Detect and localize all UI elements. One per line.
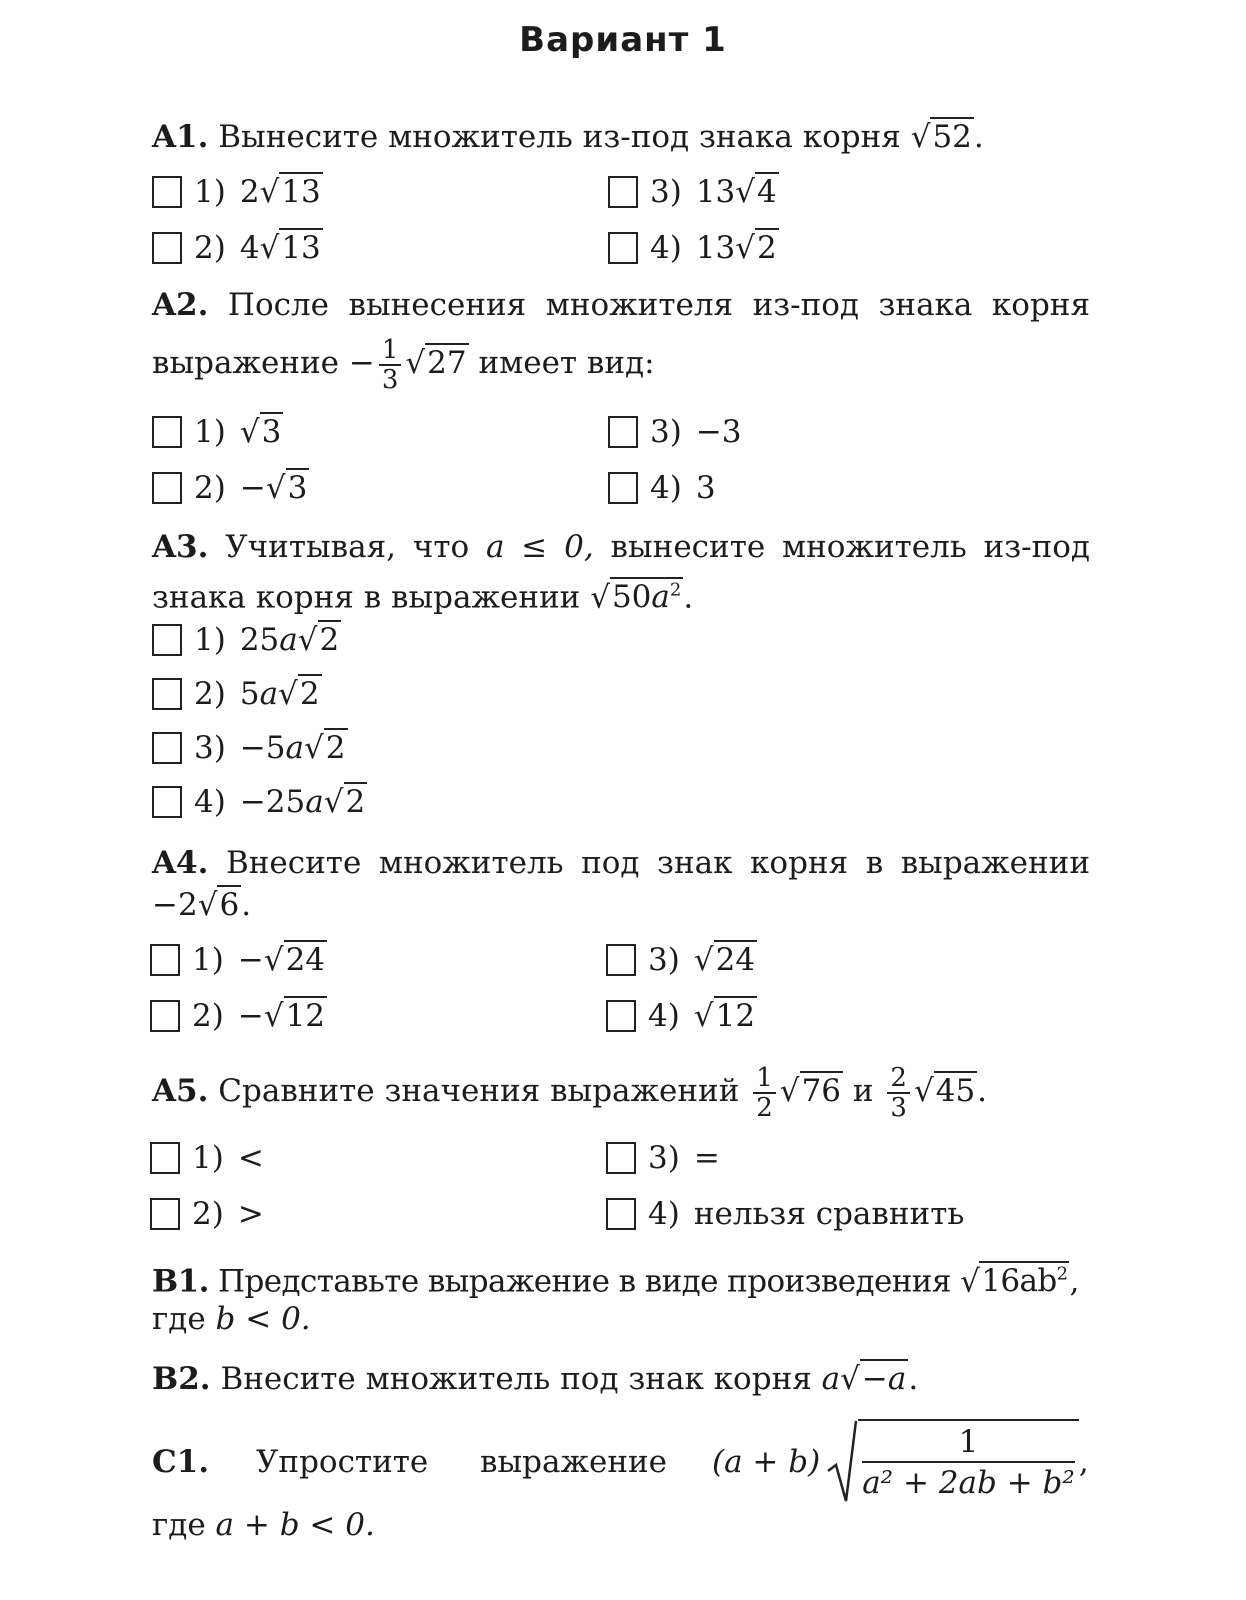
checkbox[interactable] — [152, 416, 182, 448]
answer-option[interactable]: 2) > — [150, 1194, 264, 1234]
answer-option[interactable]: 3) −3 — [608, 412, 742, 452]
question-number: B1. — [152, 1263, 209, 1300]
question-number: A1. — [152, 119, 209, 155]
radical-sign — [826, 1419, 858, 1505]
answer-option[interactable]: 3) −5 a √2 — [152, 728, 348, 768]
answer-option[interactable]: 4) √12 — [606, 996, 757, 1036]
answer-option[interactable]: 1) 25 a √2 — [152, 620, 341, 660]
question-c1-line2: где a + b < 0. — [152, 1507, 375, 1543]
question-number: A2. — [152, 287, 209, 323]
question-a4 — [152, 842, 1090, 884]
answer-option[interactable]: 2) 5 a √2 — [152, 674, 322, 714]
question-a3-line2: знака корня в выражении $√50a^2$. — [152, 579, 694, 616]
checkbox[interactable] — [152, 624, 182, 656]
question-number: B2. — [152, 1361, 211, 1397]
answer-option[interactable]: 4) −25 a √2 — [152, 782, 367, 822]
answer-option[interactable]: 4) 13 √2 — [608, 228, 779, 268]
checkbox[interactable] — [150, 944, 180, 976]
question-number: A3. — [152, 529, 209, 565]
question-a3: A3. Учитывая, что a ≤ 0, вынесите множитель из-под — [152, 529, 1091, 565]
sqrt-expression: 1 a² + 2ab + b² — [826, 1419, 1079, 1505]
answer-option[interactable]: 1) 2 √13 — [152, 172, 323, 212]
question-text: Внесите множитель под знак корня в выражении — [225, 845, 1090, 881]
answer-option[interactable]: 3) 13 √4 — [608, 172, 779, 212]
checkbox[interactable] — [152, 678, 182, 710]
answer-option[interactable]: 2) − √3 — [152, 468, 309, 508]
question-a5: A5. Сравните значения выражений $\frac{1}{2}$ √76 и $\frac{2}{3}$ √45. — [152, 1062, 988, 1123]
checkbox[interactable] — [608, 232, 638, 264]
fraction: $\frac{1}{3}$ — [379, 336, 402, 394]
sqrt-expression: √52 — [910, 119, 972, 155]
question-a4-line2: −2√6. — [152, 887, 252, 923]
checkbox[interactable] — [152, 176, 182, 208]
question-c1: C1. Упростите выражение (a + b) 1 a² + 2ab + b² , — [152, 1418, 1090, 1506]
page-title: Вариант 1 — [519, 20, 727, 60]
question-text: Вынесите множитель из-под знака корня — [218, 119, 901, 155]
question-a2 — [152, 284, 1090, 326]
question-text: Представьте выражение в виде произведения — [218, 1263, 951, 1300]
question-b1-line2: где b < 0. — [152, 1301, 311, 1337]
fraction: $\frac{1}{2}$ — [753, 1064, 776, 1122]
answer-option[interactable]: 1) − √24 — [150, 940, 327, 980]
checkbox[interactable] — [152, 786, 182, 818]
checkbox[interactable] — [608, 472, 638, 504]
question-b2: B2. Внесите множитель под знак корня a√−a. — [152, 1361, 919, 1397]
answer-option[interactable]: 4) нельзя сравнить — [606, 1194, 964, 1234]
answer-option[interactable]: 2) − √12 — [150, 996, 327, 1036]
question-text: После вынесения множителя из-под знака корня — [227, 287, 1091, 323]
checkbox[interactable] — [150, 1198, 180, 1230]
checkbox[interactable] — [606, 1142, 636, 1174]
checkbox[interactable] — [606, 1198, 636, 1230]
question-number: C1. — [152, 1444, 210, 1480]
checkbox[interactable] — [606, 1000, 636, 1032]
question-b1: B1. Представьте выражение в виде произведения $√16ab^2$, — [152, 1263, 1079, 1300]
question-text: Внесите множитель под знак корня — [220, 1361, 812, 1397]
answer-option[interactable]: 3) = — [606, 1138, 720, 1178]
answer-option[interactable]: 3) √24 — [606, 940, 757, 980]
question-a2-line2: выражение − $\frac{1}{3}$ √27 имеет вид: — [152, 334, 655, 395]
checkbox[interactable] — [152, 472, 182, 504]
answer-option[interactable]: 1) √3 — [152, 412, 283, 452]
answer-option[interactable]: 2) 4 √13 — [152, 228, 323, 268]
checkbox[interactable] — [150, 1142, 180, 1174]
checkbox[interactable] — [150, 1000, 180, 1032]
checkbox[interactable] — [608, 176, 638, 208]
answer-option[interactable]: 1) < — [150, 1138, 264, 1178]
checkbox[interactable] — [152, 732, 182, 764]
question-text: Сравните значения выражений — [218, 1073, 740, 1109]
question-number: A4. — [152, 845, 209, 881]
answer-option[interactable]: 4) 3 — [608, 468, 716, 508]
question-number: A5. — [152, 1073, 209, 1109]
checkbox[interactable] — [152, 232, 182, 264]
fraction: $\frac{2}{3}$ — [887, 1064, 910, 1122]
checkbox[interactable] — [608, 416, 638, 448]
question-a1: A1. Вынесите множитель из-под знака корня √52. — [152, 116, 1090, 158]
checkbox[interactable] — [606, 944, 636, 976]
